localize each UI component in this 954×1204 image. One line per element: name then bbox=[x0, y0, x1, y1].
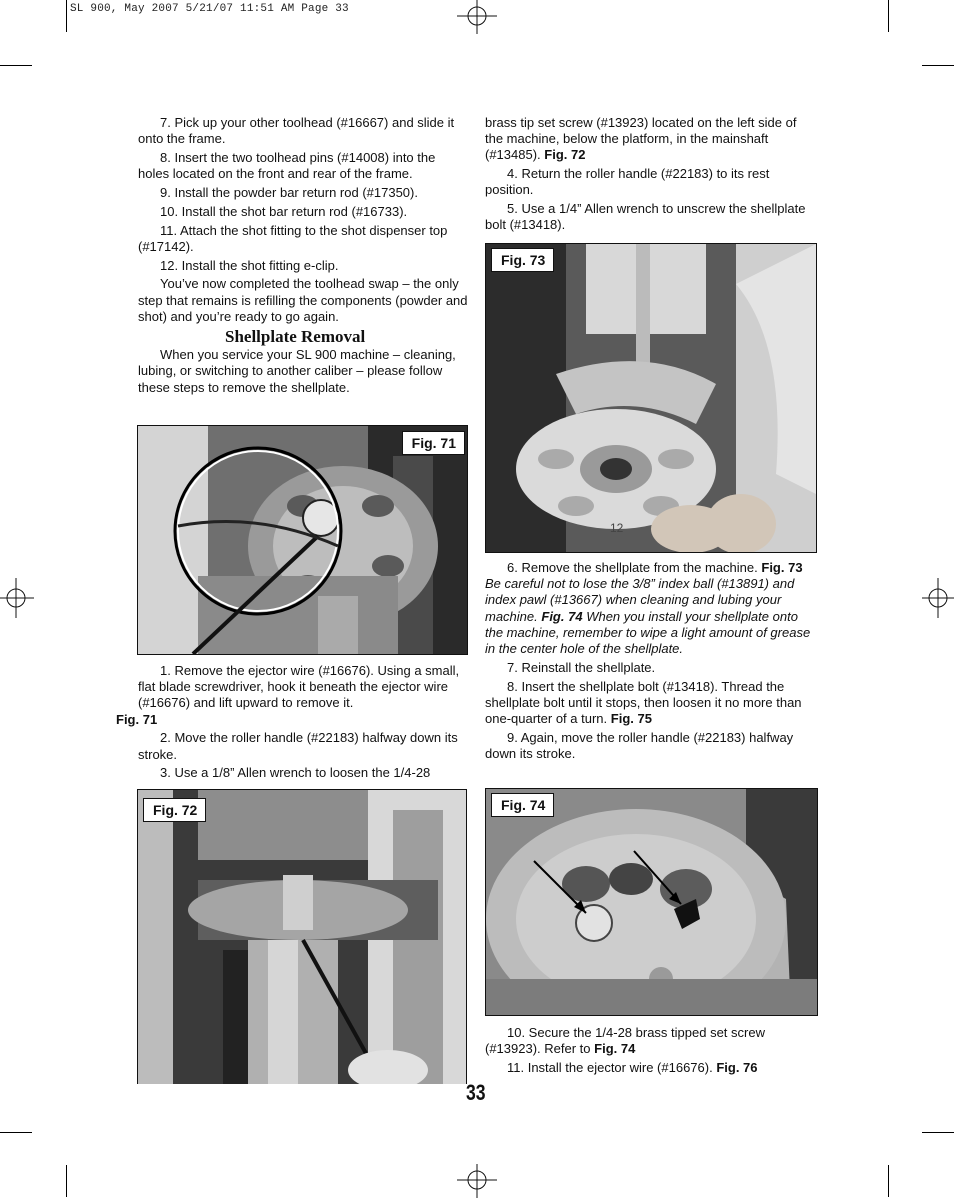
crop-mark bbox=[66, 1165, 67, 1197]
registration-mark-icon bbox=[0, 578, 40, 618]
figure-71-label: Fig. 71 bbox=[402, 431, 465, 455]
crop-mark bbox=[922, 1132, 954, 1133]
figure-71-photo bbox=[137, 425, 468, 655]
step-9-roller: 9. Again, move the roller handle (#22183) halfway down its stroke. bbox=[485, 729, 794, 762]
figure-74-photo bbox=[485, 788, 818, 1016]
shellplate-number: 12 bbox=[610, 521, 624, 535]
step-11-ejector: 11. Install the ejector wire (#16676). Fig. 76 bbox=[507, 1060, 758, 1075]
step-7-reinstall: 7. Reinstall the shellplate. bbox=[507, 659, 656, 675]
step-8-bolt: 8. Insert the shellplate bolt (#13418). Thread the shellplate bolt until it stops, then loosen it no more than one-quarter of a turn. Fig. 75 bbox=[485, 678, 802, 727]
step-10: 10. Install the shot bar return rod (#16733). bbox=[160, 203, 408, 219]
figure-73-label: Fig. 73 bbox=[491, 248, 554, 272]
right-column-top bbox=[485, 115, 815, 236]
shellplate-ejector-photo bbox=[138, 426, 467, 654]
step-4: 4. Return the roller handle (#22183) to its rest position. bbox=[485, 166, 770, 198]
figure-72-label: Fig. 72 bbox=[143, 798, 206, 822]
crop-mark bbox=[66, 0, 67, 32]
registration-mark-icon bbox=[457, 0, 497, 40]
section-intro: When you service your SL 900 machine – cleaning, lubing, or switching to another caliber – please follow these steps to remove the shellplate. bbox=[138, 347, 456, 395]
right-column-middle bbox=[485, 560, 818, 765]
crop-mark bbox=[0, 1132, 32, 1133]
step-5: 5. Use a 1/4” Allen wrench to unscrew the shellplate bolt (#13418). bbox=[485, 201, 806, 233]
fig-76-ref: Fig. 76 bbox=[716, 1060, 758, 1075]
step-1: 1. Remove the ejector wire (#16676). Using a small, flat blade screwdriver, hook it beneath the ejector wire (#16676) and lift upward to remove it. Fig. 71 bbox=[116, 663, 460, 727]
section-heading: Shellplate Removal bbox=[225, 327, 366, 346]
left-column-top bbox=[138, 115, 468, 398]
shellplate-removal-photo bbox=[486, 244, 816, 552]
fig-72-ref: Fig. 72 bbox=[544, 147, 586, 163]
step-2: 2. Move the roller handle (#22183) halfway down its stroke. bbox=[138, 730, 458, 762]
figure-72-photo bbox=[137, 789, 467, 1084]
fig-71-ref: Fig. 71 bbox=[116, 711, 158, 727]
step-6: 6. Remove the shellplate from the machine. Fig. 73 Be careful not to lose the 3/8” index ball (#13891) and index pawl (#13667) when cleaning and lubing your machine. Fig. 74 When you install your shellplate onto the machine, remember to wipe a light amount of grease in the center hole of the shellplate. bbox=[485, 560, 811, 657]
step-9: 9. Install the powder bar return rod (#17350). bbox=[160, 185, 418, 200]
fig-74-ref-2: Fig. 74 bbox=[594, 1041, 636, 1057]
step-11: 11. Attach the shot fitting to the shot dispenser top (#17142). bbox=[138, 222, 448, 254]
right-column-bottom bbox=[485, 1025, 818, 1079]
figure-73-photo bbox=[485, 243, 817, 553]
fig-74-ref: Fig. 74 bbox=[541, 608, 583, 624]
crop-mark bbox=[888, 0, 889, 32]
left-column-bottom bbox=[116, 663, 468, 784]
fig-73-ref: Fig. 73 bbox=[761, 560, 803, 575]
crop-mark bbox=[922, 65, 954, 66]
print-slug: SL 900, May 2007 5/21/07 11:51 AM Page 33 bbox=[70, 3, 349, 15]
step-3: 3. Use a 1/8” Allen wrench to loosen the 1/4-28 bbox=[160, 765, 431, 781]
fig-75-ref: Fig. 75 bbox=[610, 711, 652, 727]
step-8: 8. Insert the two toolhead pins (#14008) into the holes located on the front and rear of the frame. bbox=[138, 150, 436, 182]
page-number: 33 bbox=[466, 1080, 486, 1105]
step-10-secure: 10. Secure the 1/4-28 brass tipped set screw (#13923). Refer to Fig. 74 bbox=[485, 1025, 765, 1057]
step-12: 12. Install the shot fitting e-clip. bbox=[160, 257, 339, 273]
crop-mark bbox=[888, 1165, 889, 1197]
step-7: 7. Pick up your other toolhead (#16667) and slide it onto the frame. bbox=[138, 115, 455, 147]
step-3-continued: brass tip set screw (#13923) located on the left side of the machine, below the platform, in the mainshaft (#13485). Fig. 72 bbox=[485, 115, 797, 163]
mainshaft-set-screw-photo bbox=[138, 790, 466, 1084]
index-ball-pawl-photo bbox=[486, 789, 817, 1015]
crop-mark bbox=[0, 65, 32, 66]
summary-paragraph: You’ve now completed the toolhead swap – the only step that remains is refilling the components (powder and shot) and you’re ready to go again. bbox=[138, 276, 468, 324]
registration-mark-icon bbox=[457, 1164, 497, 1204]
registration-mark-icon bbox=[918, 578, 954, 618]
figure-74-label: Fig. 74 bbox=[491, 793, 554, 817]
